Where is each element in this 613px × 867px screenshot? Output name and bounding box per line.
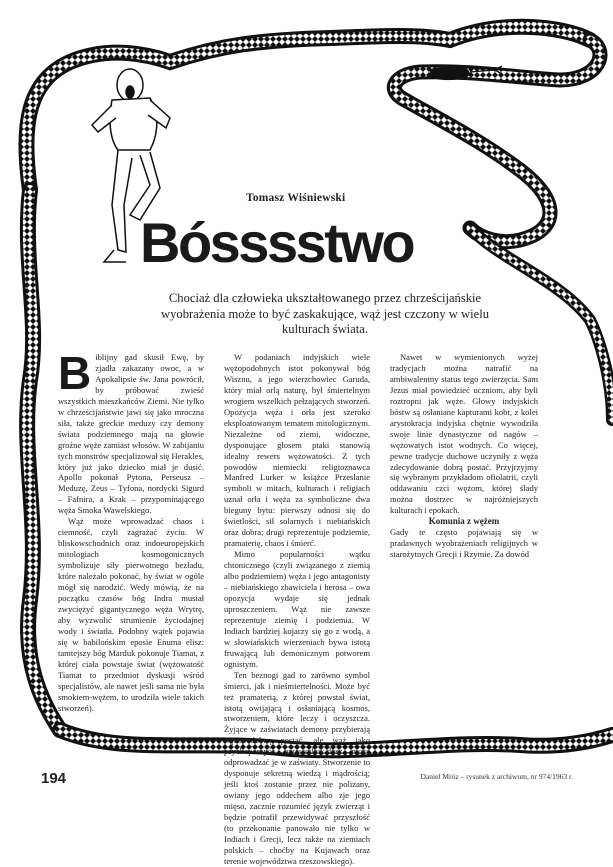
text-column-1 bbox=[58, 347, 204, 713]
paragraph: Wąż może wprowadzać chaos i ciemność, czyli zagrażać życiu. W bliskowschodnich oraz indoeuropejskich mitologiach kosmogonicznych symbolizuje siły pierwotnego bezładu, które należało pokonać, by świat w ogóle mógł się narodzić. Wedy mówią, że na początku czasów bóg Indra musiał zwyciężyć gigantycznego węża Wrytrę, aby wyzwolić strumienie życiodajnej wody i światła. Podobny wątek pojawia się w babilońskim eposie Enuma elisz: tamtejszy bóg Marduk pokonuje Tiamat, z której ciała powstaje świat (wężowatość Tiamat to przedmiot dyskusji wśród specjalistów, ale nawet jeśli sama nie była smokiem-wężem, to urodziła wiele takich stworzeń). bbox=[58, 516, 204, 713]
text-column-2 bbox=[224, 352, 370, 867]
paragraph: W podaniach indyjskich wiele wężopodobnych istot pokonywał bóg Wisznu, a jego wierzchowiec Garuda, który miał orlą naturę, był śmiertelnym wrogiem wszelkich pełzających stworzeń. Opozycja węża i orła jest szeroko eksploatowanym tematem mitologicznym. Niezależne od ziemi, widoczne, dysponujące głosem ptaki stanowią idealny rewers wężowatości. Z tych powodów niemiecki religioznawca Manfred Lurker w książce Przesłanie symboli w mitach, kulturach i religiach uznał orła i węża za symboliczne dwa bieguny bytu: pierwszy odnosi się do świetlości, sił solarnych i niebiańskich oraz dobra; drugi reprezentuje podziemie, pramaterię, chaos i śmierć. bbox=[224, 352, 370, 549]
paragraph bbox=[58, 347, 204, 516]
section-subheading: Komunia z wężem bbox=[428, 516, 500, 527]
paragraph: Ten beznogi gad to zarówno symbol śmierci, jak i nieśmiertelności. Może być też pramaterią, z której powstał świat, istotą owijającą i osłaniającą kosmos, stworzeniem, które leczy i oczyszcza. Żyjące w zaświatach demony przybierają wężopodobną postać, ale wąż jako psychopompós – przewodnik dusz – może odprowadzać je w zaświaty. Stworzenie to dysponuje sekretną wiedzą i mądrością; jeśli ktoś zostanie przez nie polizany, owiany jego oddechem albo zje jego mięso, zacznie rozumieć język zwierząt i będzie potrafił przewidywać przyszłość (to przekonanie panowało nie tylko w Indiach i Grecji, lecz także na ziemiach polskich – choćby na Kujawach oraz terenie województwa rzeszowskiego). bbox=[224, 669, 370, 866]
paragraph: Nawet w wymienionych wyżej tradycjach można natrafić na ambiwalentny status tego zwierzęcia. Sam Jezus miał powiedzieć uczniom, aby byli roztropni jak węże. Głowy indyjskich bóstw są osłaniane kapturami kobr, z kolei arystokracja indyjska chętnie wywodziła swoje linie dynastyczne od nagów – wężowatych istot wodnych. Co więcej, pewne tradycje duchowe uczyniły z węża zdecydowanie dobrą postać. Przyjrzyjmy się wybranym przykładom ofiolatrii, czyli oddawaniu czci wężom, której ślady można dostrzec w najróżniejszych kulturach i epokach. bbox=[390, 352, 538, 516]
article-lead: Chociaż dla człowieka ukształtowanego przez chrześcijańskie wyobrażenia może to być zaskakujące, wąż jest czczony w wielu kulturach świata. bbox=[161, 291, 489, 336]
article-title: Bósssstwo bbox=[140, 211, 414, 274]
paragraph: Mimo popularności wątku chtonicznego (czyli związanego z ziemią albo podziemiem) węża i jego antagonisty – niebiańskiego zbawiciela i herosa – owa opozycja wydaje się jednak uproszczeniem. Wąż nie zawsze reprezentuje ziemię i podziemia. W Indiach bardziej kojarzy się go z wodą, a w słowiańskich wierzeniach bywa istotą fruwającą lub demonicznym potworem ognistym. bbox=[224, 549, 370, 669]
page-number: 194 bbox=[41, 770, 67, 787]
author-name: Tomasz Wiśniewski bbox=[246, 192, 346, 204]
illustration-credit: Daniel Mróz – rysunek z archiwum, nr 974/1963 r. bbox=[420, 772, 573, 781]
paragraph: Gady te często pojawiają się w pradawnych wyobrażeniach religijnych w starożytnych Grecji i Rzymie. Za dowód bbox=[390, 527, 538, 560]
paragraph-text: iblijny gad skusił Ewę, by zjadła zakazany owoc, a w Apokalipsie św. Jana powrócił, by próbować zwieść wszystkich mieszkańców Ziemi. Nie tylko w chrześcijaństwie jawi się jako mroczna siła, także greckie meduzy czy demony świata podziemnego mają na głowie groźne węże zamiast włosów. W zabijaniu tych monstrów specjalizował się Herakles, który już jako dziecko miał je dusić. Apollo pokonał Pytona, Perseusz – Meduzę, Zeus – Tyfona, nordycki Sigurd – Fafnira, a Krak – przypominającego węża Smoka Wawelskiego. bbox=[58, 352, 204, 516]
text-column-3 bbox=[390, 352, 538, 560]
drop-cap: B bbox=[58, 347, 92, 399]
